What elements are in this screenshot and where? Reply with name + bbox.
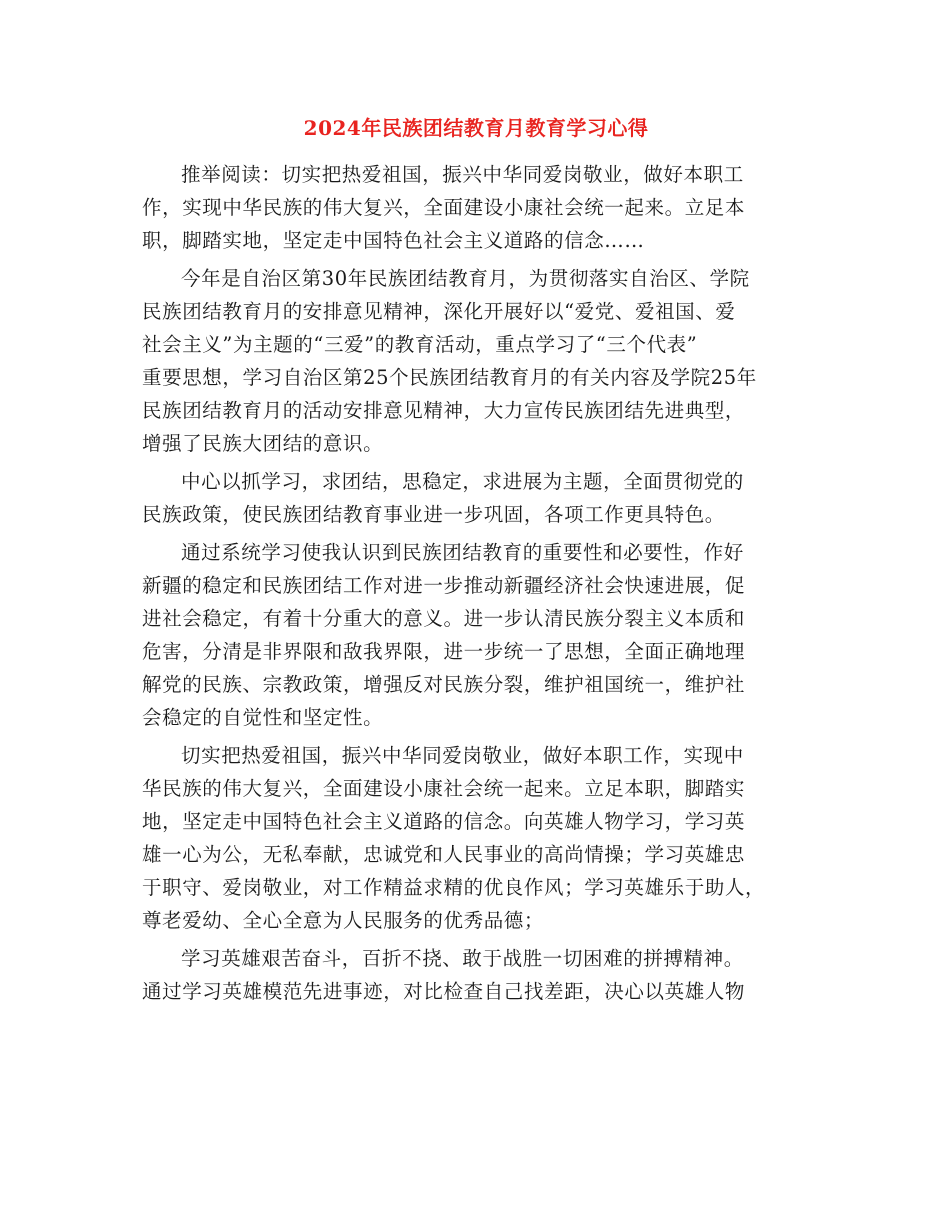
paragraph-4	[142, 536, 810, 734]
document-page	[142, 112, 810, 1013]
paragraph-line: 中心以抓学习，求团结，思稳定，求进展为主题，全面贯彻党的	[181, 470, 744, 493]
paragraph-line: 尊老爱幼、全心全意为人民服务的优秀品德；	[142, 909, 545, 932]
paragraph-line: 民族团结教育月的安排意见精神，深化开展好以“爱党、爱祖国、爱	[142, 300, 736, 323]
paragraph-6	[142, 942, 810, 1008]
document-title: 2024年民族团结教育月教育学习心得	[303, 116, 649, 140]
paragraph-line: 新疆的稳定和民族团结工作对进一步推动新疆经济社会快速进展，促	[142, 574, 746, 597]
paragraph-line: 切实把热爱祖国，振兴中华同爱岗敬业，做好本职工作，实现中	[181, 744, 744, 767]
paragraph-line: 华民族的伟大复兴，全面建设小康社会统一起来。立足本职，脚踏实	[142, 777, 746, 800]
paragraph-line: 地，坚定走中国特色社会主义道路的信念。向英雄人物学习，学习英	[142, 810, 746, 833]
paragraph-line: 增强了民族大团结的意识。	[142, 432, 384, 455]
paragraph-3	[142, 465, 810, 531]
paragraph-line: 雄一心为公，无私奉献，忠诚党和人民事业的高尚情操；学习英雄忠	[142, 843, 746, 866]
paragraph-line: 推举阅读：切实把热爱祖国，振兴中华同爱岗敬业，做好本职工	[181, 163, 744, 186]
paragraph-line: 职，脚踏实地，坚定走中国特色社会主义道路的信念……	[142, 229, 645, 252]
paragraph-line: 会稳定的自觉性和坚定性。	[142, 706, 384, 729]
paragraph-line: 民族政策，使民族团结教育事业进一步巩固，各项工作更具特色。	[142, 503, 725, 526]
paragraph-line: 今年是自治区第30年民族团结教育月，为贯彻落实自治区、学院	[181, 267, 750, 290]
paragraph-line: 作，实现中华民族的伟大复兴，全面建设小康社会统一起来。立足本	[142, 196, 746, 219]
paragraph-line: 社会主义”为主题的“三爱”的教育活动，重点学习了“三个代表”	[142, 333, 698, 356]
paragraph-line: 通过学习英雄模范先进事迹，对比检查自己找差距，决心以英雄人物	[142, 980, 746, 1003]
paragraph-line: 通过系统学习使我认识到民族团结教育的重要性和必要性，作好	[181, 541, 744, 564]
paragraph-line: 重要思想，学习自治区第25个民族团结教育月的有关内容及学院25年	[142, 366, 757, 389]
paragraph-line: 于职守、爱岗敬业，对工作精益求精的优良作风；学习英雄乐于助人，	[142, 876, 766, 899]
paragraph-line: 进社会稳定，有着十分重大的意义。进一步认清民族分裂主义本质和	[142, 607, 746, 630]
paragraph-2	[142, 262, 810, 460]
paragraph-line: 学习英雄艰苦奋斗，百折不挠、敢于战胜一切困难的拼搏精神。	[181, 947, 744, 970]
paragraph-line: 解党的民族、宗教政策，增强反对民族分裂，维护祖国统一，维护社	[142, 673, 746, 696]
paragraph-line: 民族团结教育月的活动安排意见精神，大力宣传民族团结先进典型，	[142, 399, 746, 422]
paragraph-1	[142, 158, 810, 257]
paragraph-5	[142, 739, 810, 937]
paragraph-line: 危害，分清是非界限和敌我界限，进一步统一了思想，全面正确地理	[142, 640, 746, 663]
